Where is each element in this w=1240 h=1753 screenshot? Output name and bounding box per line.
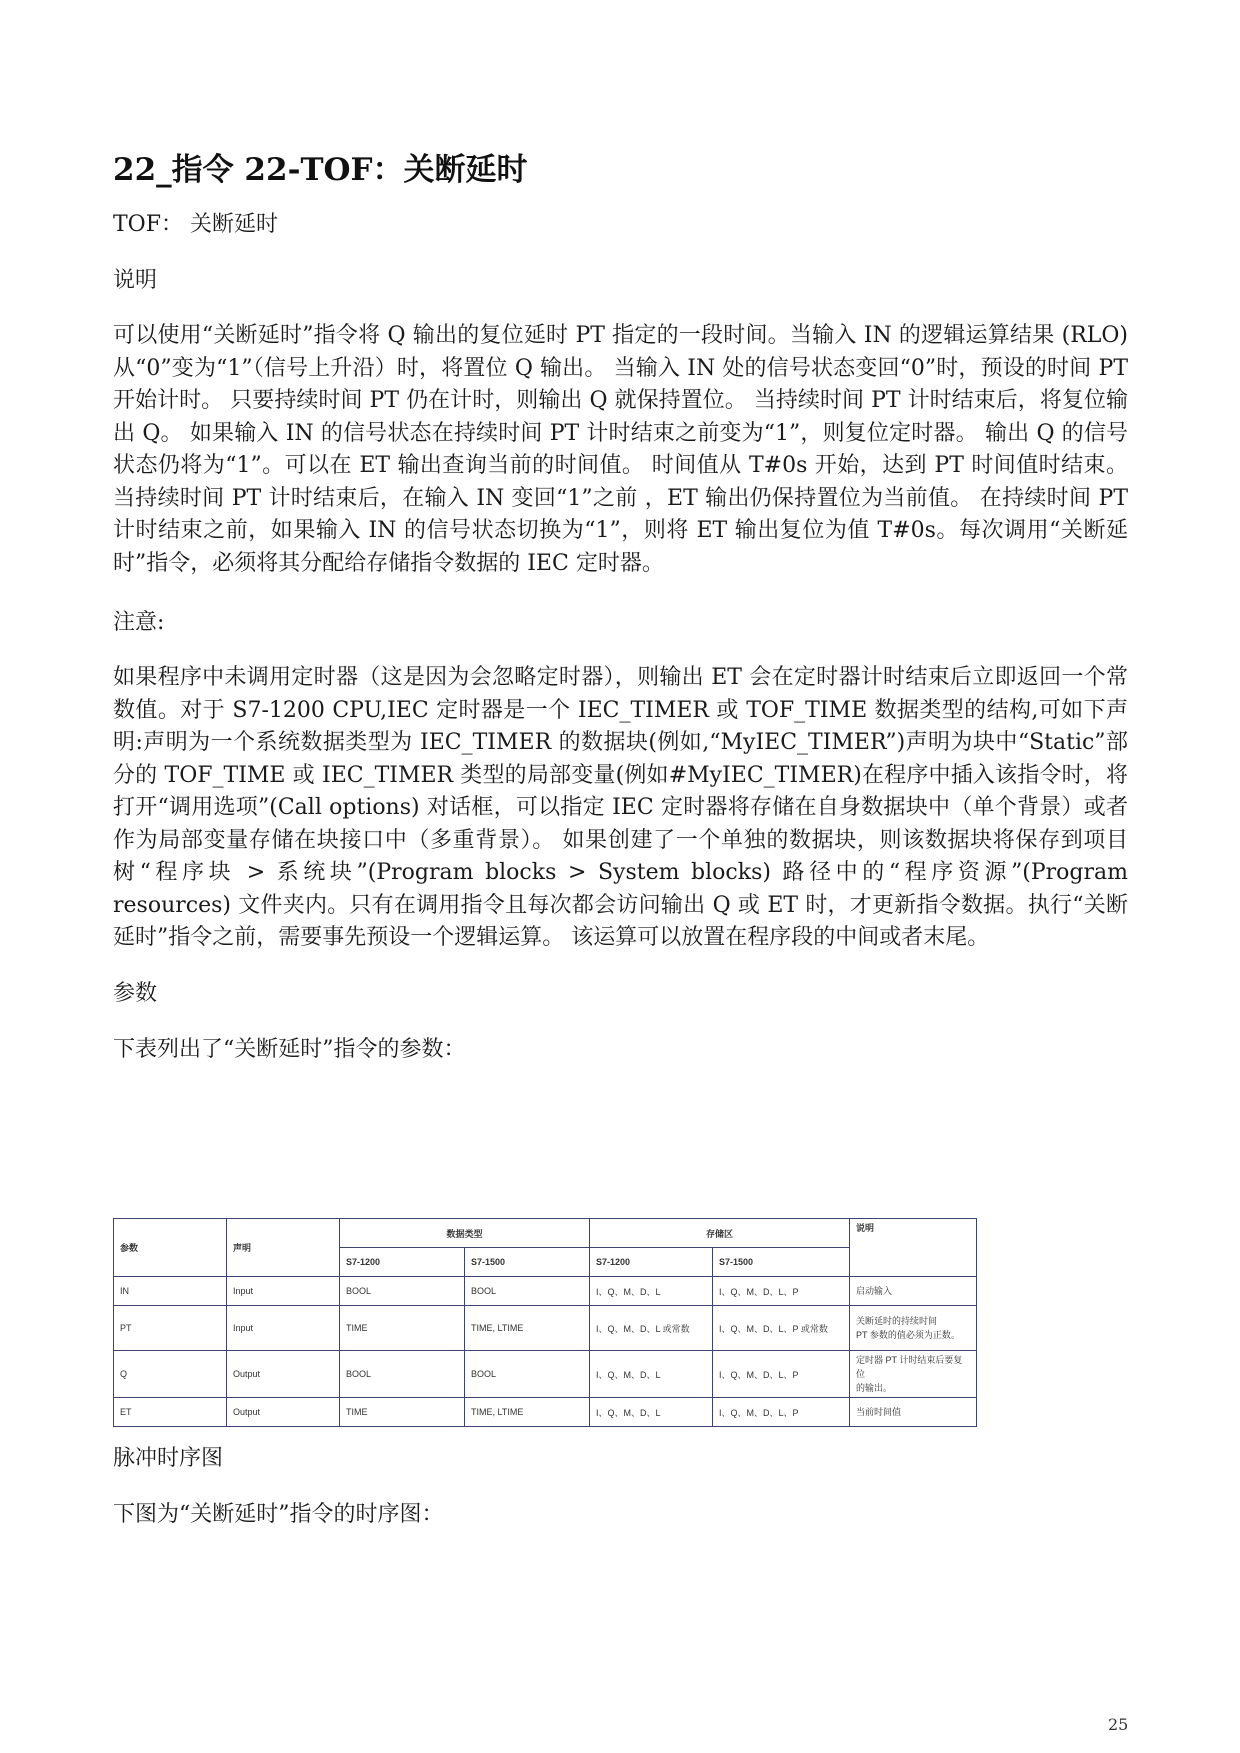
page-number: 25 xyxy=(1108,1715,1129,1734)
description-line: 当前时间值 xyxy=(856,1407,902,1417)
cell-declaration: Input xyxy=(227,1306,340,1351)
cell-area-s71200: I、Q、M、D、L xyxy=(590,1351,713,1398)
cell-description xyxy=(850,1306,977,1351)
description-line: 启动输入 xyxy=(856,1286,893,1296)
cell-param: Q xyxy=(114,1351,227,1398)
header-storage-area: 存储区 xyxy=(590,1219,850,1248)
timing-intro: 下图为“关断延时”指令的时序图： xyxy=(113,1502,444,1527)
parameters-table xyxy=(113,1218,977,1427)
cell-declaration: Output xyxy=(227,1351,340,1398)
cell-area-s71500: I、Q、M、D、L、P xyxy=(713,1351,850,1398)
cell-description xyxy=(850,1351,977,1398)
header-area-s71500: S7-1500 xyxy=(713,1248,850,1277)
header-dtype-s71200: S7-1200 xyxy=(340,1248,465,1277)
table-row xyxy=(114,1398,977,1427)
cell-area-s71500: I、Q、M、D、L、P 或常数 xyxy=(713,1306,850,1351)
cell-dtype-s71200: TIME xyxy=(340,1398,465,1427)
cell-dtype-s71200: BOOL xyxy=(340,1277,465,1306)
cell-area-s71200: I、Q、M、D、L 或常数 xyxy=(590,1306,713,1351)
cell-area-s71500: I、Q、M、D、L、P xyxy=(713,1277,850,1306)
description-paragraph: 可以使用“关断延时”指令将 Q 输出的复位延时 PT 指定的一段时间。当输入 IN 的逻辑运算结果 (RLO) 从“0”变为“1”（信号上升沿）时，将置位 Q 输出。 当输入 IN 处的信号状态变回“0”时，预设的时间 PT 开始计时。 只要持续时间 PT 仍在计时，则输出 Q 就保持置位。 当持续时间 PT 计时结束后，将复位输出 Q。 如果输入 IN 的信号状态在持续时间 PT 计时结束之前变为“1”，则复位定时器。 输出 Q 的信号状态仍将为“1”。可以在 ET 输出查询当前的时间值。 时间值从 T#0s 开始，达到 PT 时间值时结束。 当持续时间 PT 计时结束后，在输入 IN 变回“1”之前 ，ET 输出仍保持置位为当前值。 在持续时间 PT 计时结束之前，如果输入 IN 的信号状态切换为“1”，则将 ET 输出复位为值 T#0s。每次调用“关断延时”指令，必须将其分配给存储指令数据的 IEC 定时器。 xyxy=(113,323,1128,576)
parameters-intro: 下表列出了“关断延时”指令的参数： xyxy=(113,1037,466,1062)
table-row xyxy=(114,1351,977,1398)
parameters-table-container xyxy=(113,1218,977,1418)
cell-dtype-s71500: TIME, LTIME xyxy=(465,1398,590,1427)
description-line: 关断延时的持续时间 xyxy=(856,1316,938,1326)
header-description: 说明 xyxy=(850,1219,977,1277)
description-line: 定时器 PT 计时结束后要复位 xyxy=(856,1355,963,1379)
cell-param: PT xyxy=(114,1306,227,1351)
cell-dtype-s71500: BOOL xyxy=(465,1351,590,1398)
cell-area-s71200: I、Q、M、D、L xyxy=(590,1398,713,1427)
header-dtype-s71500: S7-1500 xyxy=(465,1248,590,1277)
cell-area-s71200: I、Q、M、D、L xyxy=(590,1277,713,1306)
cell-dtype-s71500: TIME, LTIME xyxy=(465,1306,590,1351)
section-heading-description: 说明 xyxy=(113,268,158,293)
header-data-type: 数据类型 xyxy=(340,1219,590,1248)
cell-dtype-s71500: BOOL xyxy=(465,1277,590,1306)
header-param: 参数 xyxy=(114,1219,227,1277)
table-row xyxy=(114,1306,977,1351)
cell-declaration: Input xyxy=(227,1277,340,1306)
cell-dtype-s71200: BOOL xyxy=(340,1351,465,1398)
section-heading-note: 注意: xyxy=(113,610,165,635)
instruction-name-line: TOF： 关断延时 xyxy=(113,212,278,237)
cell-param: ET xyxy=(114,1398,227,1427)
page-title: 22_指令 22-TOF：关断延时 xyxy=(113,152,528,188)
cell-param: IN xyxy=(114,1277,227,1306)
note-paragraph: 如果程序中未调用定时器（这是因为会忽略定时器），则输出 ET 会在定时器计时结束后立即返回一个常数值。对于 S7-1200 CPU,IEC 定时器是一个 IEC_TIMER 或 TOF_TIME 数据类型的结构,可如下声明:声明为一个系统数据类型为 IEC_TIMER 的数据块(例如,“MyIEC_TIMER”)声明为块中“Static”部分的 TOF_TIME 或 IEC_TIMER 类型的局部变量(例如#MyIEC_TIMER)在程序中插入该指令时，将打开“调用选项”(Call options) 对话框，可以指定 IEC 定时器将存储在自身数据块中（单个背景）或者作为局部变量存储在块接口中（多重背景）。 如果创建了一个单独的数据块，则该数据块将保存到项目树“程序块 > 系统块”(Program blocks > System blocks) 路径中的“程序资源”(Program resources) 文件夹内。只有在调用指令且每次都会访问输出 Q 或 ET 时，才更新指令数据。执行“关断延时”指令之前，需要事先预设一个逻辑运算。 该运算可以放置在程序段的中间或者末尾。 xyxy=(113,665,1128,950)
cell-declaration: Output xyxy=(227,1398,340,1427)
header-area-s71200: S7-1200 xyxy=(590,1248,713,1277)
cell-area-s71500: I、Q、M、D、L、P xyxy=(713,1398,850,1427)
cell-description xyxy=(850,1398,977,1427)
cell-description xyxy=(850,1277,977,1306)
header-declaration: 声明 xyxy=(227,1219,340,1277)
section-heading-parameters: 参数 xyxy=(113,981,158,1006)
table-row xyxy=(114,1277,977,1306)
description-line: PT 参数的值必须为正数。 xyxy=(856,1330,960,1340)
section-heading-timing: 脉冲时序图 xyxy=(113,1446,224,1471)
description-line: 的输出。 xyxy=(856,1383,893,1393)
cell-dtype-s71200: TIME xyxy=(340,1306,465,1351)
